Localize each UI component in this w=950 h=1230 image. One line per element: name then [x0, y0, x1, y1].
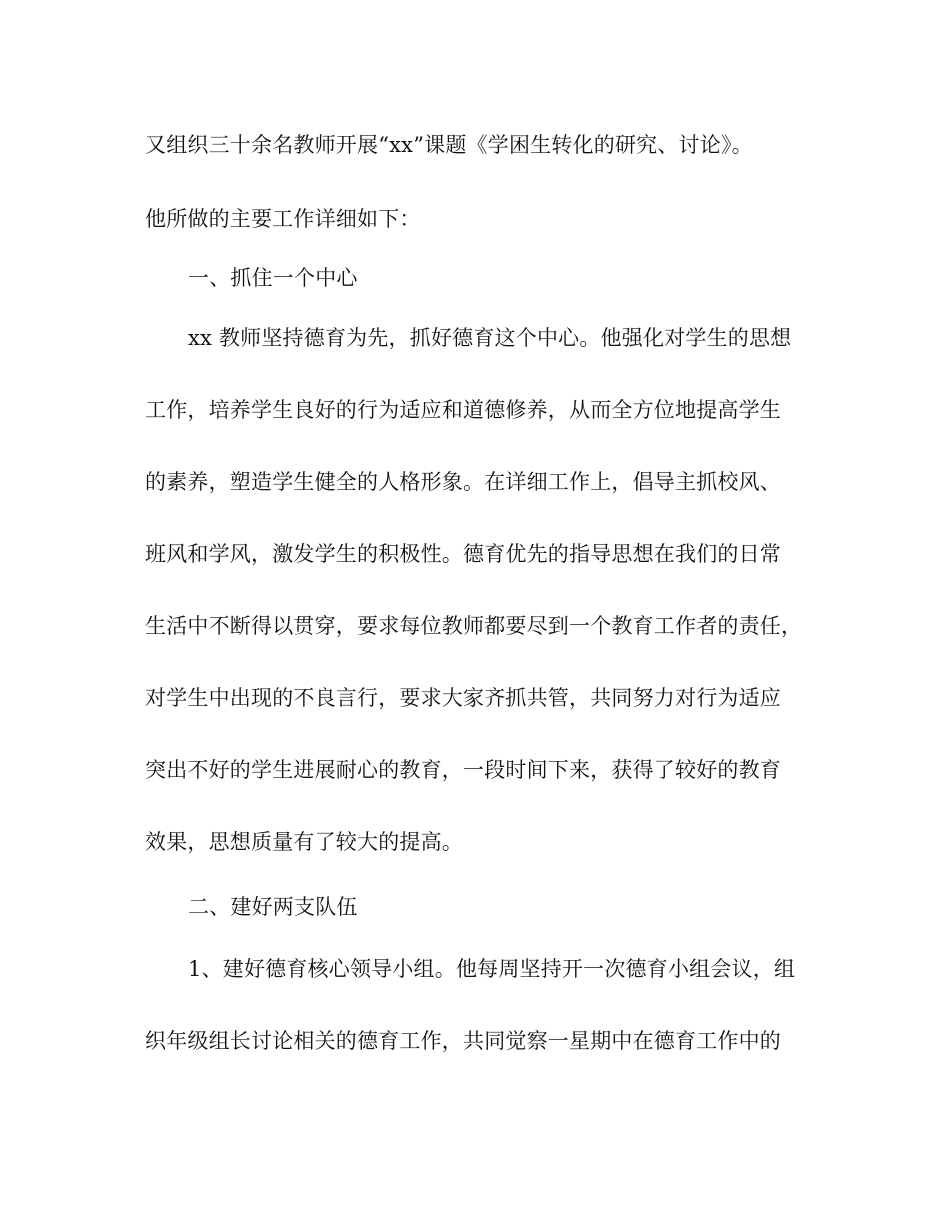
text-line [0, 390, 950, 430]
line-text: 班风和学风，激发学生的积极性。德育优先的指导思想在我们的日常 [145, 542, 781, 566]
line-text: 他所做的主要工作详细如下： [145, 207, 421, 231]
line-text: 织年级组长讨论相关的德育工作，共同觉察一星期中在德育工作中的 [145, 1029, 781, 1053]
section-heading-text: 二、建好两支队伍 [188, 895, 358, 919]
line-text: 生活中不断得以贯穿，要求每位教师都要尽到一个教育工作者的责任， [145, 614, 803, 638]
section-heading-text: 一、抓住一个中心 [188, 266, 358, 290]
text-line [0, 606, 950, 646]
text-line [0, 125, 950, 165]
line-text: 又组织三十余名教师开展“xx”课题《学困生转化的研究、讨论》。 [145, 133, 753, 157]
text-line [0, 822, 950, 862]
paragraph-first-line [0, 318, 950, 358]
line-text: 工作，培养学生良好的行为适应和道德修养，从而全方位地提高学生 [145, 398, 781, 422]
text-line [0, 750, 950, 790]
section-heading [0, 258, 950, 298]
paragraph-first-line [0, 949, 950, 989]
line-text: 1、建好德育核心领导小组。他每周坚持开一次德育小组会议，组 [188, 957, 796, 981]
line-text: xx 教师坚持德育为先，抓好德育这个中心。他强化对学生的思想 [188, 326, 792, 350]
line-text: 效果，思想质量有了较大的提高。 [145, 830, 463, 854]
text-line [0, 534, 950, 574]
text-line [0, 1021, 950, 1061]
line-text: 对学生中出现的不良言行，要求大家齐抓共管，共同努力对行为适应 [145, 686, 781, 710]
line-text: 的素养，塑造学生健全的人格形象。在详细工作上，倡导主抓校风、 [145, 470, 781, 494]
text-line [0, 462, 950, 502]
line-text: 突出不好的学生进展耐心的教育，一段时间下来，获得了较好的教育 [145, 758, 781, 782]
text-line [0, 199, 950, 239]
section-heading [0, 887, 950, 927]
text-line [0, 678, 950, 718]
